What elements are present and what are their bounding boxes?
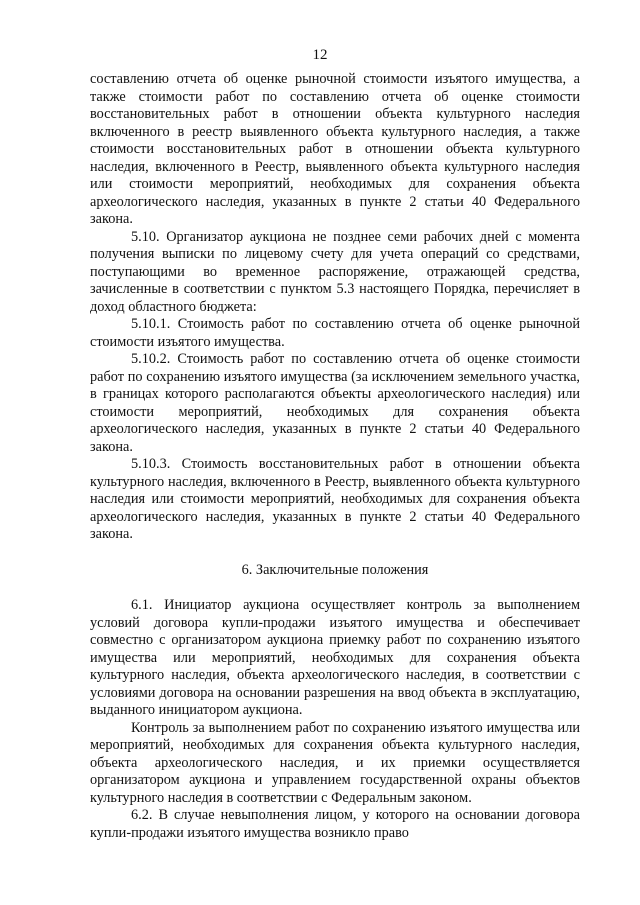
page-number: 12 [312,47,328,63]
paragraph-continuation: составлению отчета об оценке рыночной стоимости изъятого имущества, а также стоимости работ по составлению отчета об оценке стоимости восстановительных работ в отношении объекта культурного наследия включенного в реестр выявленного объекта культурного наследия, а также стоимости восстановительных работ в отношении объекта культурного наследия, включенного в Реестр, выявленного объекта культурного наследия или стоимости мероприятий, необходимых для сохранения объекта археологического наследия, указанных в пункте 2 статьи 40 Федерального закона. [90,71,580,227]
paragraph-control: Контроль за выполнением работ по сохранению изъятого имущества или мероприятий, необходимых для сохранения объекта культурного наследия, объекта археологического наследия, и их приемки осуществляется организатором аукциона и управлением государственной охраны объектов культурного наследия в соответствии с Федеральным законом. [90,719,580,806]
document-body [90,71,580,842]
paragraph-5-10-1: 5.10.1. Стоимость работ по составлению отчета об оценке рыночной стоимости изъятого имущества. [90,316,580,350]
paragraph-6-1: 6.1. Инициатор аукциона осуществляет контроль за выполнением условий договора купли-продажи изъятого имущества и обеспечивает совместно с организатором аукциона приемку работ по сохранению изъятого имущества или мероприятий, необходимых для сохранения объекта культурного наследия, объекта археологического наследия, в соответствии с условиями договора на основании разрешения на ввод объекта в эксплуатацию, выданного инициатором аукциона. [90,597,580,718]
paragraph-5-10-3: 5.10.3. Стоимость восстановительных работ в отношении объекта культурного наследия, включенного в Реестр, выявленного объекта культурного наследия или стоимости мероприятий, необходимых для сохранения объекта археологического наследия, указанных в пункте 2 статьи 40 Федерального закона. [90,456,580,542]
paragraph-5-10: 5.10. Организатор аукциона не позднее семи рабочих дней с момента получения выписки по лицевому счету для учета операций со средствами, поступающими во временное распоряжение, отражающей средства, зачисленные в соответствии с пунктом 5.3 настоящего Порядка, перечисляет в доход областного бюджета: [90,228,580,315]
section-heading: 6. Заключительные положения [241,561,429,578]
paragraph-6-2: 6.2. В случае невыполнения лицом, у которого на основании договора купли-продажи изъятого имущества возникло право [90,807,580,841]
paragraph-5-10-2: 5.10.2. Стоимость работ по составлению отчета об оценке стоимости работ по сохранению изъятого имущества (за исключением земельного участка, в границах которого располагаются объекты археологического наследия) или стоимости мероприятий, необходимых для сохранения объекта археологического наследия, указанных в пункте 2 статьи 40 Федерального закона. [90,351,580,455]
